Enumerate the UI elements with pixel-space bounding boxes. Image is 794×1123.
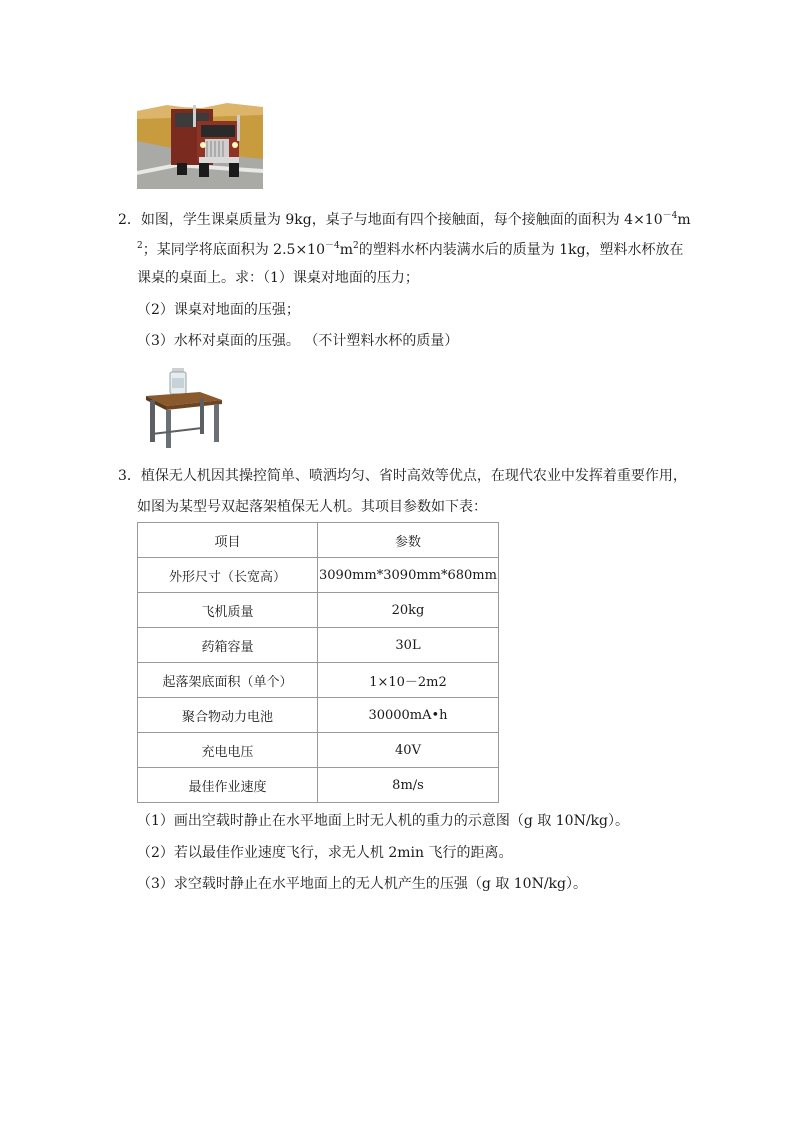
table-row: 充电电压 40V <box>138 733 499 768</box>
q3-line1: 3．植保无人机因其操控简单、喷洒均匀、省时高效等优点，在现代农业中发挥着重要作用， <box>118 468 687 484</box>
truck-image <box>137 101 263 189</box>
desk-image <box>144 366 224 450</box>
q2-line2: $^2$；某同学将底面积为 $2.5\times 10^{-4}m^2$的塑料水杯内装满水后的质量为 1kg，塑料水杯放在 <box>137 241 684 258</box>
q3-sub1: （1）画出空载时静止在水平地面上时无人机的重力的示意图（g 取 10N/kg）。 <box>137 813 629 829</box>
q3-number: 3． <box>118 468 141 484</box>
q2-line1: 2．如图，学生课桌质量为 9kg，桌子与地面有四个接触面，每个接触面的面积为 $4\times 10^{-4}m$ <box>118 211 691 228</box>
q2-sub3: （3）水杯对桌面的压强。 （不计塑料水杯的质量） <box>137 333 459 349</box>
table-row: 起落架底面积（单个） 1×10－2m2 <box>138 663 499 698</box>
table-row: 飞机质量 20kg <box>138 593 499 628</box>
table-row: 外形尺寸（长宽高） 3090mm*3090mm*680mm <box>138 558 499 593</box>
table-row: 最佳作业速度 8m/s <box>138 768 499 803</box>
table-row: 聚合物动力电池 30000mA•h <box>138 698 499 733</box>
q2-sub2: （2）课桌对地面的压强； <box>137 302 300 318</box>
q3-sub3: （3）求空载时静止在水平地面上的无人机产生的压强（g 取 10N/kg）。 <box>137 876 587 892</box>
table-header-row <box>138 523 499 558</box>
table-header-param: 参数 <box>318 523 499 558</box>
drone-parameter-table <box>137 522 499 803</box>
table-header-item: 项目 <box>138 523 318 558</box>
q3-sub2: （2）若以最佳作业速度飞行，求无人机 2min 飞行的距离。 <box>137 845 513 861</box>
q3-line2: 如图为某型号双起落架植保无人机。其项目参数如下表： <box>137 499 487 515</box>
q2-line3: 课桌的桌面上。求：（1）课桌对地面的压力； <box>137 270 419 286</box>
q2-number: 2． <box>118 212 141 228</box>
table-row: 药箱容量 30L <box>138 628 499 663</box>
